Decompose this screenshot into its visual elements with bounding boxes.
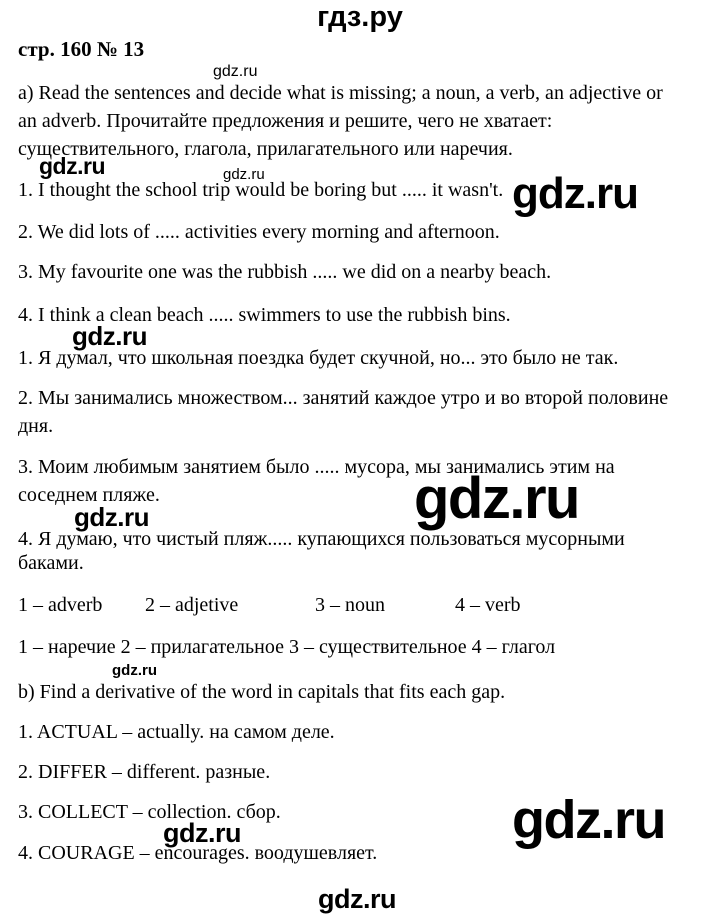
part-b-item-2: 2. DIFFER – different. разные. [18,761,271,783]
watermark-large-right-2: gdz.ru [414,466,579,531]
sentence-en-3: 3. My favourite one was the rubbish ..... we did on a nearby beach. [18,261,552,283]
watermark-bold-center-1: gdz.ru [163,818,241,848]
sentence-ru-3-line-2: соседнем пляже. [18,484,160,506]
watermark-small-bottom: gdz.ru [112,662,157,679]
gdz-logo-header: гдз.ру [317,1,403,33]
sentence-en-1: 1. I thought the school trip would be boring but ..... it wasn't. [18,179,504,201]
watermark-bottom-center: gdz.ru [318,884,396,914]
watermark-bold-left-2: gdz.ru [72,321,147,351]
answer-en-2: 2 – adjetive [145,594,239,616]
sentence-ru-1: 1. Я думал, что школьная поездка будет скучной, но... это было не так. [18,347,619,369]
part-a-instruction-line-1: a) Read the sentences and decide what is missing; a noun, a verb, an adjective or [18,82,663,104]
answer-en-1: 1 – adverb [18,594,103,616]
part-b-item-3: 3. COLLECT – collection. сбор. [18,801,281,823]
part-b-item-1: 1. ACTUAL – actually. на самом деле. [18,721,335,743]
sentence-en-4: 4. I think a clean beach ..... swimmers to use the rubbish bins. [18,304,511,326]
sentence-en-2: 2. We did lots of ..... activities every morning and afternoon. [18,221,500,243]
sentence-ru-4-line-2: баками. [18,552,84,574]
part-a-instruction-line-2: an adverb. Прочитайте предложения и решите, чего не хватает: [18,110,553,132]
part-b-instruction: b) Find a derivative of the word in capitals that fits each gap. [18,681,506,703]
answer-en-3: 3 – noun [315,594,385,616]
sentence-ru-2-line-2: дня. [18,415,54,437]
answer-en-4: 4 – verb [455,594,521,616]
watermark-bold-left-3: gdz.ru [74,502,149,532]
watermark-large-right-3: gdz.ru [512,790,665,850]
watermark-small-top: gdz.ru [213,63,258,80]
page-reference: стр. 160 № 13 [18,37,145,61]
sentence-ru-2-line-1: 2. Мы занимались множеством... занятий каждое утро и во второй половине [18,387,669,409]
watermark-bold-left-1: gdz.ru [39,153,105,179]
sentence-ru-4-line-1: 4. Я думаю, что чистый пляж..... купающихся пользоваться мусорными [18,528,625,550]
answers-ru: 1 – наречие 2 – прилагательное 3 – существительное 4 – глагол [18,636,556,658]
watermark-small-mid: gdz.ru [223,166,265,183]
part-a-instruction-line-3: существительного, глагола, прилагательного или наречия. [18,138,513,160]
sentence-ru-3-line-1: 3. Моим любимым занятием было ..... мусора, мы занимались этим на [18,456,615,478]
watermark-large-right-1: gdz.ru [512,169,638,218]
part-b-item-4: 4. COURAGE – encourages. воодушевляет. [18,842,378,864]
